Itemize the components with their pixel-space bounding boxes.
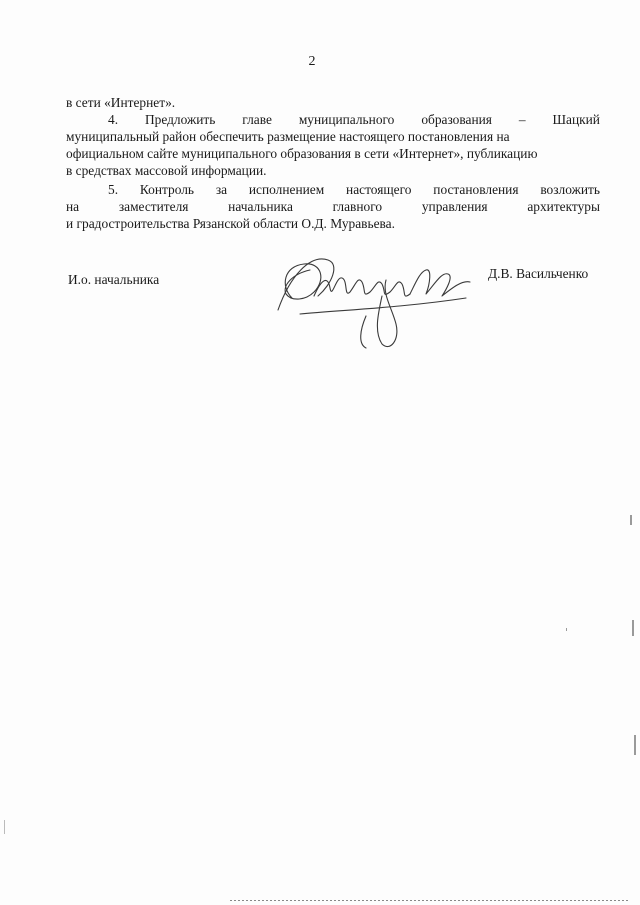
item5-word: постановления bbox=[433, 182, 519, 197]
signatory-name: Д.В. Васильченко bbox=[488, 266, 589, 281]
scan-speck bbox=[4, 820, 5, 834]
item5-number: 5. bbox=[108, 182, 119, 197]
scan-bottom-edge bbox=[230, 900, 630, 901]
scan-speck bbox=[630, 515, 632, 525]
item5-word: за bbox=[215, 182, 228, 197]
item4-line3: официальном сайте муниципального образования в сети «Интернет», публикацию bbox=[66, 146, 538, 161]
item5-word: на bbox=[66, 199, 80, 214]
item4-line4: в средствах массовой информации. bbox=[66, 163, 267, 178]
item5-line3: и градостроительства Рязанской области О.Д. Муравьева. bbox=[66, 216, 395, 231]
item5-line1 bbox=[108, 182, 600, 198]
page-number: 2 bbox=[308, 54, 316, 69]
item4-line1 bbox=[108, 112, 600, 128]
handwritten-signature bbox=[270, 236, 490, 356]
item5-word: Контроль bbox=[139, 182, 195, 197]
item4-number: 4. bbox=[108, 112, 119, 127]
item4-word: главе bbox=[242, 112, 272, 127]
item5-word: архитектуры bbox=[527, 199, 600, 214]
scan-speck bbox=[566, 628, 567, 631]
item5-line2 bbox=[66, 199, 600, 215]
scan-speck bbox=[632, 620, 634, 636]
continuation-line: в сети «Интернет». bbox=[66, 95, 176, 110]
item5-word: настоящего bbox=[346, 182, 412, 197]
item5-word: главного bbox=[332, 199, 383, 214]
item4-word: Предложить bbox=[144, 112, 216, 127]
item4-line2: муниципальный район обеспечить размещение настоящего постановления на bbox=[66, 129, 510, 144]
signatory-position: И.о. начальника bbox=[68, 272, 160, 287]
item5-word: управления bbox=[421, 199, 488, 214]
item4-word: образования bbox=[421, 112, 492, 127]
item5-word: исполнением bbox=[248, 182, 325, 197]
item5-word: заместителя bbox=[118, 199, 189, 214]
scan-speck bbox=[634, 735, 636, 755]
item4-word: – bbox=[518, 112, 526, 127]
item5-word: возложить bbox=[540, 182, 600, 197]
item4-word: муниципального bbox=[298, 112, 395, 127]
item4-word: Шацкий bbox=[552, 112, 600, 127]
item5-word: начальника bbox=[228, 199, 293, 214]
